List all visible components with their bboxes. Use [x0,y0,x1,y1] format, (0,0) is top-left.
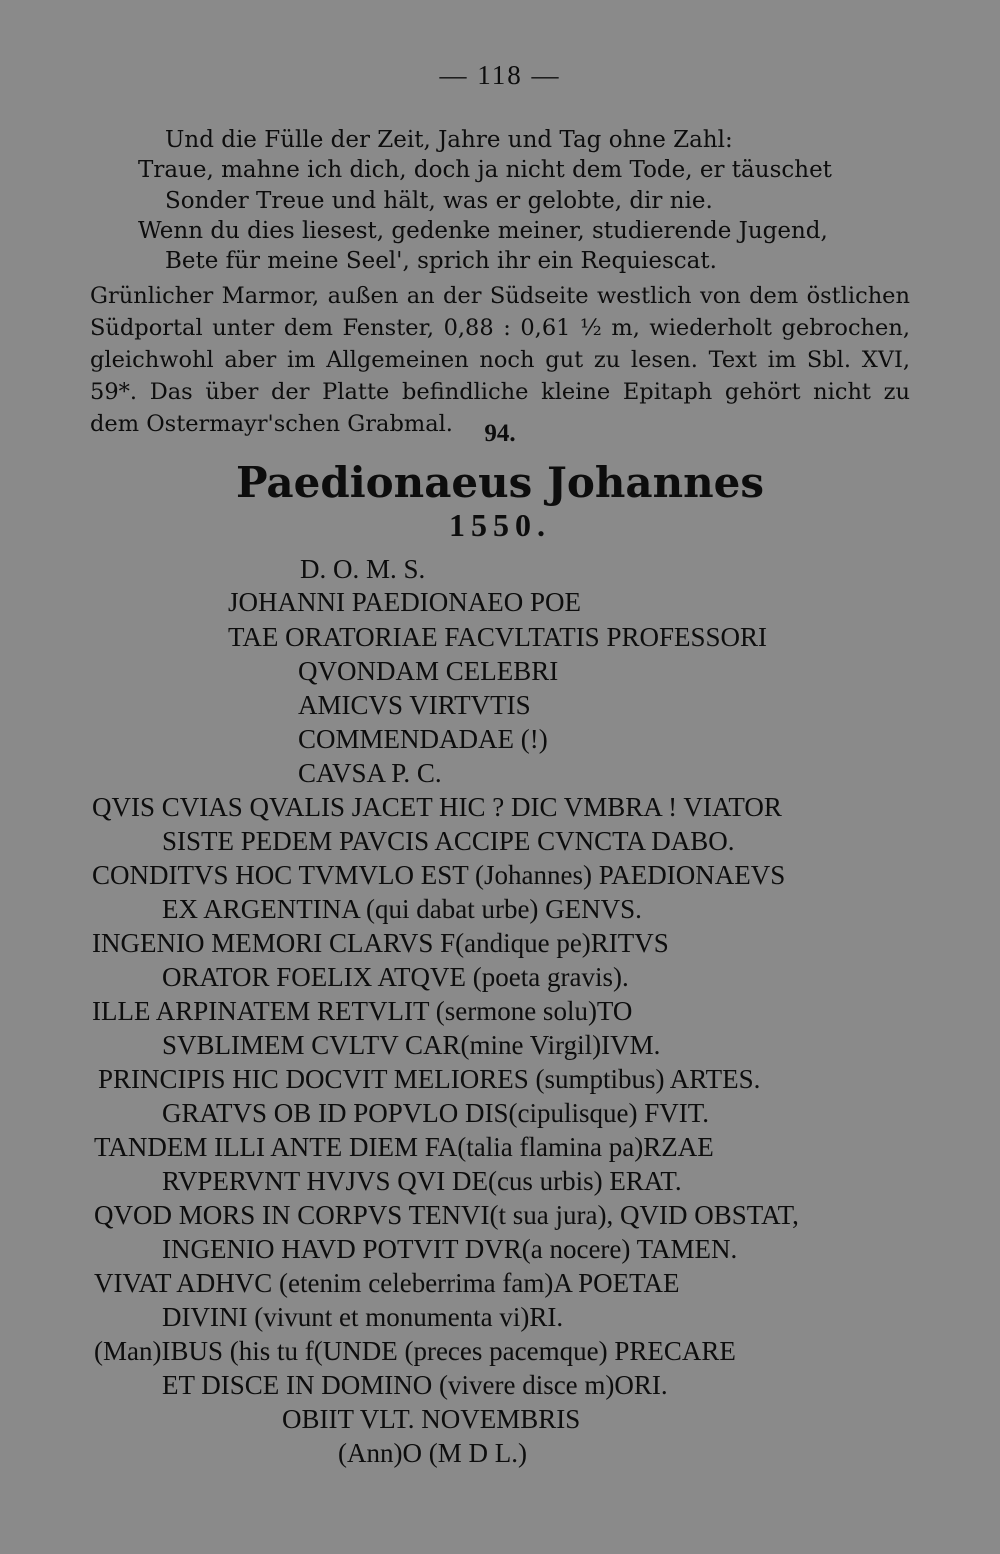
inscription-line: VIVAT ADHVC (etenim celeberrima fam)A POETAE [94,1268,680,1298]
inscription-line: INGENIO MEMORI CLARVS F(andique pe)RITVS [92,928,669,958]
verse-line: Traue, mahne ich dich, doch ja nicht dem Tode, er täuschet [138,157,832,183]
inscription-line: DIVINI (vivunt et monumenta vi)RI. [162,1302,564,1332]
inscription-line: SISTE PEDEM PAVCIS ACCIPE CVNCTA DABO. [162,826,735,856]
inscription-line: RVPERVNT HVJVS QVI DE(cus urbis) ERAT. [162,1166,682,1196]
inscription-line: ET DISCE IN DOMINO (vivere disce m)ORI. [162,1370,668,1400]
inscription-line: CONDITVS HOC TVMVLO EST (Johannes) PAEDIONAEVS [92,860,786,890]
inscription-line: QVIS CVIAS QVALIS JACET HIC ? DIC VMBRA ! VIATOR [92,792,782,822]
inscription-line: GRATVS OB ID POPVLO DIS(cipulisque) FVIT. [162,1098,710,1128]
inscription-line: EX ARGENTINA (qui dabat urbe) GENVS. [162,894,642,924]
verse-line: Wenn du dies liesest, gedenke meiner, studierende Jugend, [138,218,828,244]
inscription-line: COMMENDADAE (!) [298,724,548,754]
verse-line: Bete für meine Seel', sprich ihr ein Requiescat. [165,248,717,274]
entry-heading: Paedionaeus Johannes [235,458,765,507]
verse-line: Und die Fülle der Zeit, Jahre und Tag ohne Zahl: [165,127,733,153]
inscription-line: TAE ORATORIAE FACVLTATIS PROFESSORI [228,622,768,652]
verse-line: Sonder Treue und hält, was er gelobte, dir nie. [165,188,713,214]
inscription-line: QVOD MORS IN CORPVS TENVI(t sua jura), QVID OBSTAT, [94,1200,799,1230]
inscription-line: (Ann)O (M D L.) [338,1438,527,1468]
page-number: — 118 — [439,60,561,90]
inscription-line: SVBLIMEM CVLTV CAR(mine Virgil)IVM. [162,1030,661,1060]
entry-number: 94. [484,420,516,447]
inscription-line: PRINCIPIS HIC DOCVIT MELIORES (sumptibus) ARTES. [98,1064,761,1094]
inscription-line: (Man)IBUS (his tu f(UNDE (preces pacemque) PRECARE [94,1336,736,1366]
description-paragraph: Grünlicher Marmor, außen an der Südseite westlich von dem östlichen Südportal unter dem Fenster, 0,88 : 0,61 ½ m, wiederholt gebrochen, gleichwohl aber im Allgemeinen noch gut zu lesen. Text im Sbl. XVI, 59*. Das über der Platte befindliche kleine Epitaph gehört nicht zu dem Ostermayr'schen Grabmal. [90,283,910,437]
inscription-line: QVONDAM CELEBRI [298,656,559,686]
inscription-line: ORATOR FOELIX ATQVE (poeta gravis). [162,962,629,992]
inscription-line: AMICVS VIRTVTIS [298,690,531,720]
entry-year: 1550. [449,507,551,543]
inscription-line: JOHANNI PAEDIONAEO POE [228,587,582,617]
inscription-line: ILLE ARPINATEM RETVLIT (sermone solu)TO [92,996,633,1026]
inscription-line: CAVSA P. C. [298,758,442,788]
inscription-line: D. O. M. S. [300,554,426,584]
inscription-line: TANDEM ILLI ANTE DIEM FA(talia flamina pa)RZAE [94,1132,714,1162]
inscription-line: OBIIT VLT. NOVEMBRIS [282,1404,581,1434]
inscription-line: INGENIO HAVD POTVIT DVR(a nocere) TAMEN. [162,1234,738,1264]
